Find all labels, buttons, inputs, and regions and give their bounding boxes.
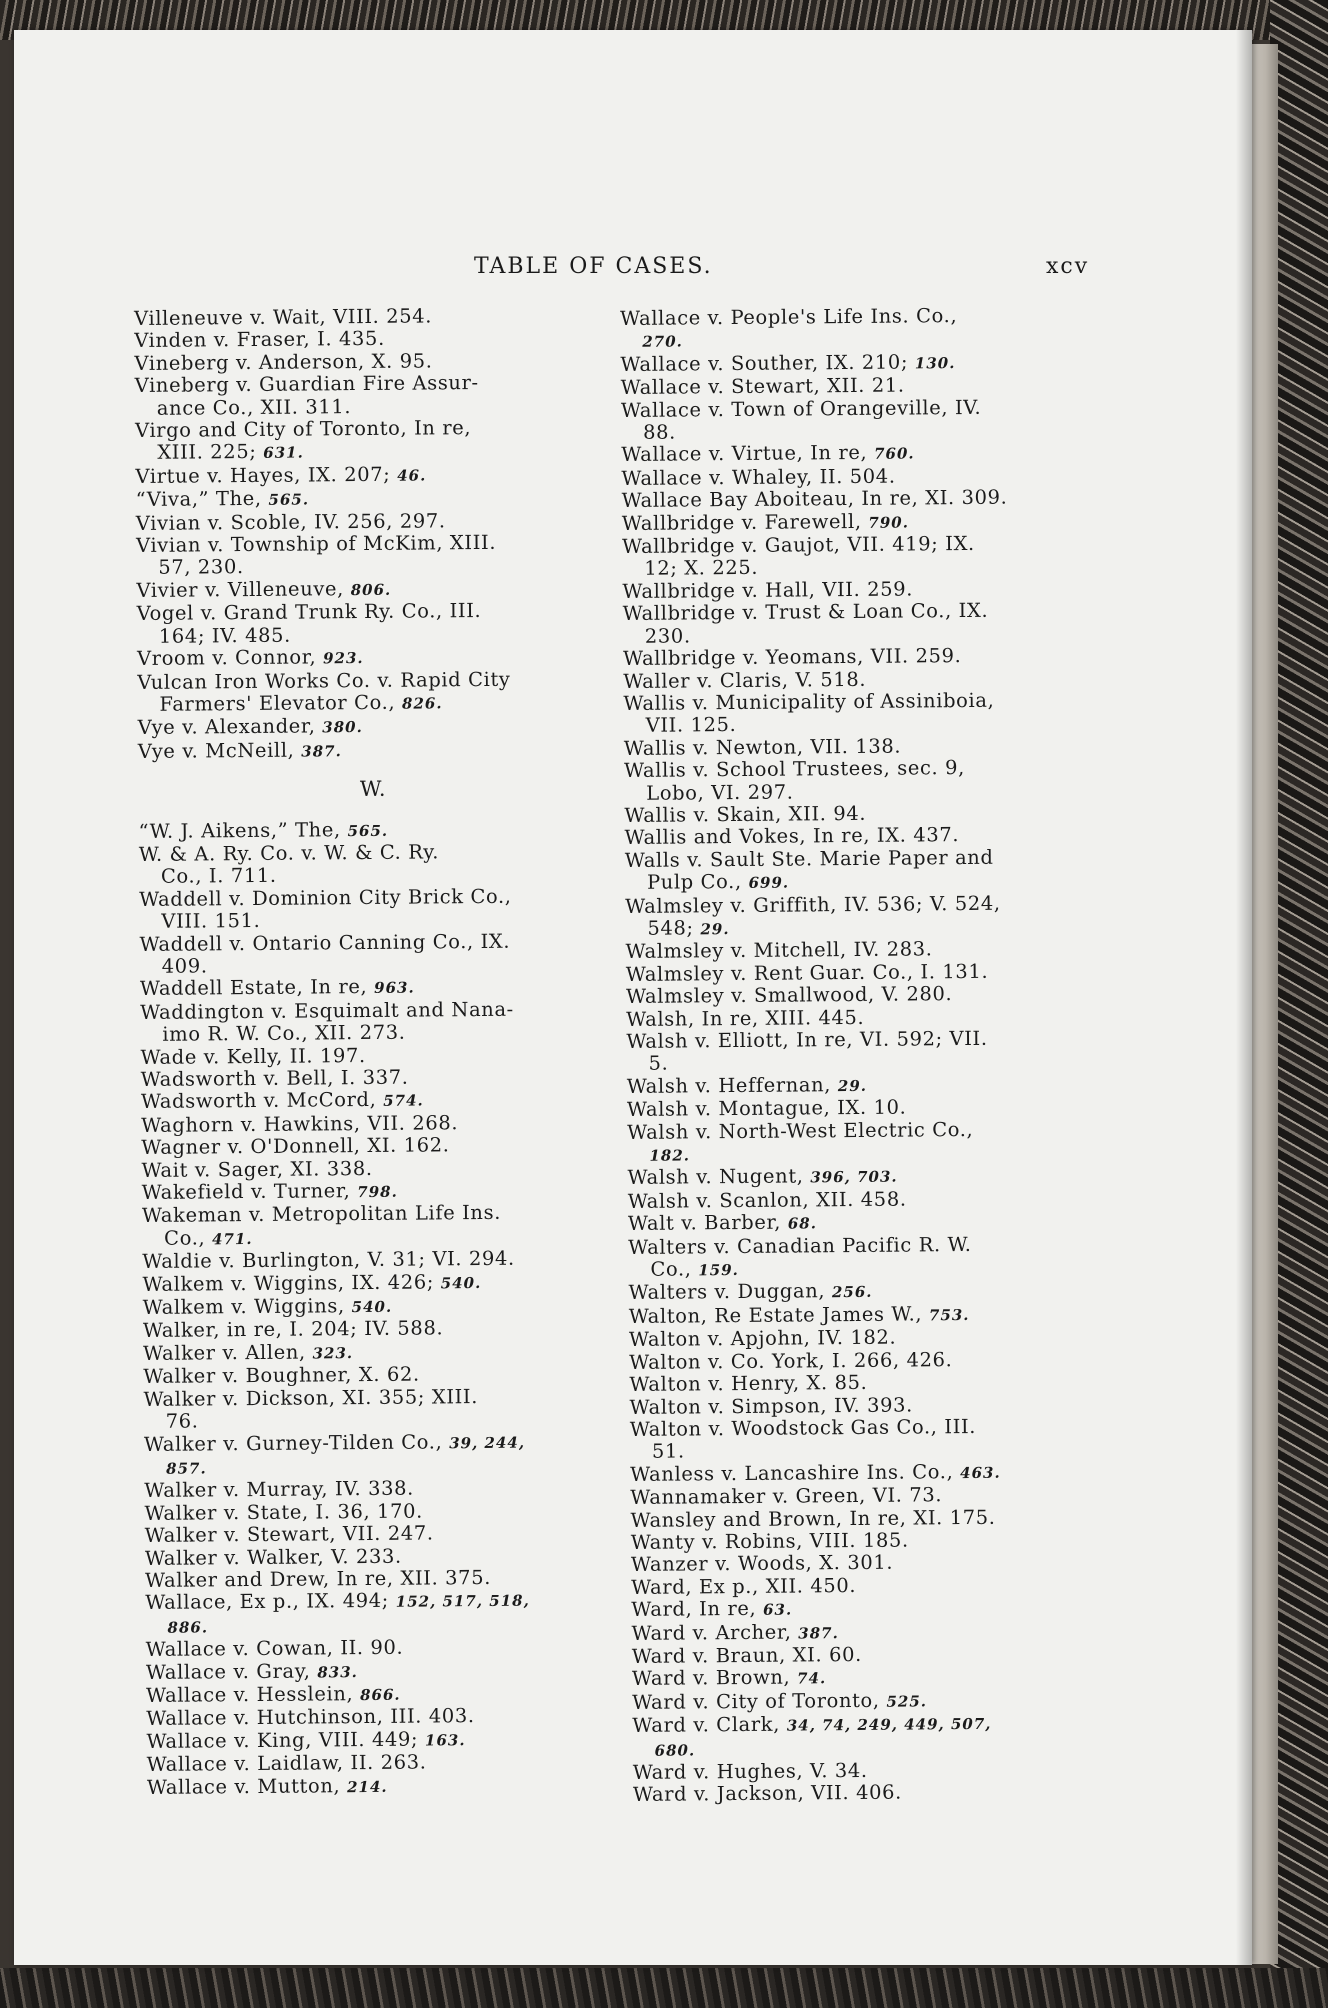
digest-page-reference: 163.	[424, 1730, 466, 1750]
case-citation-text: Walsh v. Montague, IX. 10.	[626, 1095, 907, 1122]
case-entry-line	[138, 737, 608, 765]
case-entry	[625, 846, 1103, 896]
case-citation-text: Wallace v. Laidlaw, II. 263.	[146, 1750, 427, 1777]
case-citation-text: 230.	[644, 624, 691, 648]
case-citation-text: Walmsley v. Smallwood, V. 280.	[625, 982, 953, 1009]
book-cover-board	[1248, 44, 1278, 1964]
case-citation-text: Wallace v. Gray,	[145, 1659, 318, 1684]
case-citation-text: Walton, Re Estate James W.,	[628, 1302, 930, 1328]
case-citation-text: Wanzer v. Woods, X. 301.	[630, 1551, 894, 1577]
case-citation-text: “Viva,” The,	[135, 487, 269, 512]
case-citation-text: Waldie v. Burlington, V. 31; VI. 294.	[142, 1246, 515, 1274]
case-citation-text: Co.,	[164, 1226, 213, 1250]
digest-page-reference: 826.	[401, 694, 443, 713]
case-entry	[135, 371, 605, 420]
case-citation-text: Wallace v. Virtue, In re,	[621, 441, 875, 467]
digest-page-reference: 74.	[797, 1669, 827, 1688]
case-citation-text: Wadsworth v. Bell, I. 337.	[140, 1065, 409, 1091]
digest-page-reference: 29.	[837, 1076, 868, 1095]
digest-page-reference: 699.	[748, 873, 790, 893]
digest-page-reference: 680.	[654, 1740, 696, 1760]
digest-page-reference: 380.	[322, 718, 363, 737]
case-citation-text: Ward, In re,	[631, 1596, 764, 1622]
digest-page-reference: 182.	[649, 1146, 691, 1165]
case-citation-text: Vye v. Alexander,	[137, 714, 323, 740]
case-citation-text: Walton v. Apjohn, IV. 182.	[628, 1325, 897, 1352]
case-citation-text: Waller v. Claris, V. 518.	[623, 667, 867, 693]
case-citation-text: imo R. W. Co., XII. 273.	[162, 1020, 406, 1046]
case-citation-text: Wanless v. Lancashire Ins. Co.,	[630, 1459, 961, 1486]
case-entry	[622, 532, 1100, 581]
case-citation-text: Walmsley v. Mitchell, IV. 283.	[625, 937, 933, 964]
digest-page-reference: 833.	[317, 1662, 358, 1682]
digest-page-reference: 29.	[700, 920, 730, 939]
case-citation-text: Walker v. Allen,	[143, 1340, 313, 1365]
case-citation-text: Waddell v. Ontario Canning Co., IX.	[139, 929, 511, 956]
case-citation-text: Walton v. Simpson, IV. 393.	[629, 1392, 913, 1419]
case-entry	[624, 756, 1102, 805]
case-citation-text: Walsh v. Elliott, In re, VI. 592; VII.	[626, 1026, 988, 1053]
digest-page-reference: 152, 517, 518,	[395, 1591, 530, 1612]
case-citation-text: Walters v. Canadian Pacific R. W.	[628, 1232, 972, 1259]
case-citation-text: Co., I. 711.	[160, 864, 277, 889]
digest-page-reference: 63.	[762, 1600, 793, 1619]
page-gutter-shadow	[1236, 30, 1252, 1965]
case-citation-text: Wannamaker v. Green, VI. 73.	[630, 1483, 943, 1510]
digest-page-reference: 525.	[886, 1692, 928, 1711]
case-entry	[144, 1429, 614, 1480]
case-citation-text: W. & A. Ry. Co. v. W. & C. Ry.	[138, 840, 440, 866]
case-entry	[628, 1232, 1106, 1282]
case-citation-text: 5.	[648, 1052, 669, 1076]
case-citation-text: Walker v. State, I. 36, 170.	[144, 1499, 423, 1525]
case-citation-text: Walton v. Henry, X. 85.	[629, 1370, 868, 1397]
case-entry	[136, 531, 606, 580]
case-citation-text: Pulp Co.,	[646, 870, 749, 894]
case-entry	[140, 998, 610, 1047]
digest-page-reference: 256.	[831, 1283, 873, 1302]
case-citation-text: Lobo, VI. 297.	[646, 780, 794, 805]
case-citation-text: Wallace v. People's Life Ins. Co.,	[619, 304, 958, 330]
case-citation-text: Walton v. Woodstock Gas Co., III.	[629, 1414, 977, 1441]
digest-page-reference: 798.	[357, 1182, 398, 1202]
case-citation-text: Walsh v. Heffernan,	[626, 1072, 838, 1098]
case-citation-text: 88.	[642, 420, 676, 444]
case-entry	[135, 416, 605, 466]
digest-page-reference: 471.	[211, 1229, 253, 1249]
digest-page-reference: 39, 244,	[449, 1433, 526, 1452]
case-entry	[145, 1588, 615, 1639]
case-citation-text: Villeneuve v. Wait, VIII. 254.	[133, 304, 433, 330]
case-entry	[139, 929, 609, 978]
case-citation-text: Wakefield v. Turner,	[141, 1179, 358, 1204]
case-citation-text: Walsh, In re, XIII. 445.	[626, 1005, 865, 1031]
case-citation-text: Walters v. Duggan,	[628, 1279, 833, 1305]
case-citation-text: “W. J. Aikens,” The,	[138, 817, 348, 843]
case-citation-text: Wallace v. Hesslein,	[146, 1682, 361, 1707]
digest-page-reference: 565.	[268, 490, 310, 510]
section-letter-heading: W.	[359, 776, 387, 802]
case-citation-text: Wakeman v. Metropolitan Life Ins.	[141, 1201, 502, 1228]
case-citation-text: Waghorn v. Hawkins, VII. 268.	[141, 1111, 459, 1137]
digest-page-reference: 886.	[167, 1618, 209, 1637]
case-citation-text: Wallace v. Cowan, II. 90.	[145, 1635, 404, 1662]
digest-page-reference: 323.	[312, 1344, 354, 1363]
case-citation-text: Walsh v. Scanlon, XII. 458.	[627, 1187, 907, 1213]
case-citation-text: Vineberg v. Anderson, X. 95.	[134, 349, 433, 375]
case-entry	[621, 395, 1099, 444]
book-page	[14, 30, 1252, 1965]
running-title: TABLE OF CASES.	[474, 254, 713, 279]
case-citation-text: Waddington v. Esquimalt and Nana-	[140, 997, 514, 1024]
case-citation-text: 12; X. 225.	[644, 556, 759, 581]
marbled-edge-bottom	[0, 1968, 1328, 2008]
case-citation-text: Wallace v. King, VIII. 449;	[146, 1727, 426, 1753]
case-citation-text: Co.,	[650, 1257, 699, 1281]
case-citation-text: 76.	[165, 1409, 199, 1433]
digest-page-reference: 214.	[346, 1777, 388, 1796]
case-entry	[633, 1780, 1111, 1807]
digest-page-reference: 270.	[642, 332, 683, 352]
case-citation-text: Wallace v. Town of Orangeville, IV.	[620, 395, 982, 422]
case-entry	[630, 1415, 1108, 1464]
case-citation-text: Wallbridge v. Farewell,	[621, 509, 869, 535]
case-citation-text: Ward v. Braun, XI. 60.	[631, 1642, 862, 1668]
digest-page-reference: 130.	[914, 353, 956, 373]
case-citation-text: Vroom v. Connor,	[136, 645, 324, 671]
case-citation-text: 164; IV. 485.	[158, 623, 291, 648]
case-citation-text: Vogel v. Grand Trunk Ry. Co., III.	[136, 599, 482, 626]
case-citation-text: 57, 230.	[158, 555, 244, 580]
case-entry	[627, 1117, 1105, 1167]
case-citation-text: Ward v. Jackson, VII. 406.	[632, 1781, 902, 1807]
case-citation-text: Vulcan Iron Works Co. v. Rapid City	[137, 667, 511, 694]
case-citation-text: Wadsworth v. McCord,	[140, 1088, 384, 1114]
digest-page-reference: 46.	[397, 466, 427, 485]
digest-page-reference: 387.	[301, 741, 342, 761]
case-citation-text: Walmsley v. Rent Guar. Co., I. 131.	[625, 959, 989, 986]
digest-page-reference: 923.	[322, 649, 364, 668]
case-citation-text: Wallbridge v. Hall, VII. 259.	[622, 577, 914, 603]
case-citation-text: Vye v. McNeill,	[137, 738, 302, 763]
case-entry	[139, 840, 609, 889]
case-citation-text: ance Co., XII. 311.	[156, 394, 352, 420]
index-column-right	[620, 304, 1111, 1807]
digest-page-reference: 396, 703.	[810, 1168, 898, 1187]
case-citation-text: Wansley and Brown, In re, XI. 175.	[630, 1505, 996, 1532]
case-citation-text: 409.	[161, 954, 208, 978]
case-citation-text: Wagner v. O'Donnell, XI. 162.	[141, 1133, 450, 1160]
digest-page-reference: 963.	[374, 978, 415, 998]
case-citation-text: Walker v. Murray, IV. 338.	[144, 1476, 415, 1503]
case-citation-text: Walsh v. North-West Electric Co.,	[627, 1117, 974, 1144]
case-entry	[142, 1201, 612, 1251]
case-citation-text: Wallace v. Hutchinson, III. 403.	[146, 1704, 475, 1731]
case-entry	[632, 1711, 1110, 1762]
case-citation-text: 51.	[651, 1439, 685, 1464]
running-head	[14, 254, 1252, 294]
case-citation-text: Walker v. Dickson, XI. 355; XIII.	[143, 1384, 479, 1411]
case-citation-text: Wallbridge v. Yeomans, VII. 259.	[622, 644, 962, 671]
digest-page-reference: 866.	[360, 1685, 401, 1705]
case-citation-text: Wallace v. Stewart, XII. 21.	[620, 373, 905, 400]
case-citation-text: Walker v. Boughner, X. 62.	[143, 1362, 420, 1389]
case-citation-text: Vivian v. Scoble, IV. 256, 297.	[135, 508, 446, 535]
digest-page-reference: 753.	[928, 1305, 970, 1325]
case-citation-text: Ward, Ex p., XII. 450.	[631, 1573, 857, 1599]
digest-page-reference: 857.	[166, 1459, 207, 1478]
digest-page-reference: 68.	[787, 1214, 818, 1233]
case-citation-text: Walt v. Barber,	[627, 1210, 788, 1236]
case-citation-text: Ward v. Archer,	[631, 1620, 799, 1645]
case-citation-text: Wallace v. Whaley, II. 504.	[621, 464, 896, 490]
case-citation-text: Walton v. Co. York, I. 266, 426.	[629, 1347, 953, 1374]
digest-page-reference: 34, 74, 249, 449, 507,	[786, 1715, 992, 1735]
case-citation-text: Walker v. Stewart, VII. 247.	[144, 1521, 434, 1548]
case-entry	[137, 599, 607, 648]
case-citation-text: Walker v. Walker, V. 233.	[144, 1544, 402, 1570]
case-citation-text: Walsh v. Nugent,	[627, 1164, 811, 1190]
case-entry-line	[633, 1780, 1111, 1807]
case-citation-text: Wallbridge v. Trust & Loan Co., IX.	[622, 599, 989, 626]
case-citation-text: Walkem v. Wiggins,	[142, 1294, 352, 1320]
case-entry	[143, 1385, 613, 1434]
digest-page-reference: 574.	[383, 1091, 424, 1111]
digest-page-reference: 159.	[698, 1261, 739, 1280]
case-citation-text: XIII. 225;	[157, 440, 264, 465]
case-citation-text: Virtue v. Hayes, IX. 207;	[135, 462, 398, 488]
case-citation-text: Virgo and City of Toronto, In re,	[134, 416, 472, 443]
case-entry	[147, 1772, 617, 1800]
digest-page-reference: 463.	[960, 1463, 1001, 1482]
case-citation-text: Wade v. Kelly, II. 197.	[140, 1043, 366, 1069]
case-citation-text: Wallace Bay Aboiteau, In re, XI. 309.	[621, 485, 1008, 513]
case-citation-text: Waddell v. Dominion City Brick Co.,	[139, 884, 512, 911]
case-citation-text: Walker v. Gurney-Tilden Co.,	[143, 1429, 450, 1456]
case-citation-text: Wallace v. Souther, IX. 210;	[620, 350, 915, 376]
case-citation-text: Walkem v. Wiggins, IX. 426;	[142, 1270, 441, 1296]
digest-page-reference: 790.	[868, 513, 910, 532]
page-number: xcv	[1046, 254, 1090, 279]
digest-page-reference: 387.	[798, 1623, 839, 1643]
digest-page-reference: 540.	[440, 1273, 482, 1293]
case-citation-text: Ward v. Clark,	[632, 1712, 787, 1738]
case-citation-text: Wallace, Ex p., IX. 494;	[145, 1589, 396, 1615]
digest-page-reference: 565.	[347, 821, 389, 840]
case-citation-text: Farmers' Elevator Co.,	[159, 690, 403, 716]
marbled-edge-right	[1270, 0, 1328, 2008]
case-citation-text: Walmsley v. Griffith, IV. 536; V. 524,	[625, 891, 1001, 918]
case-entry	[137, 667, 607, 717]
case-citation-text: Wallis v. Municipality of Assiniboia,	[623, 688, 995, 715]
case-citation-text: Ward v. Brown,	[631, 1665, 798, 1691]
case-citation-text: Vinden v. Fraser, I. 435.	[134, 327, 385, 353]
case-citation-text: Wallace v. Mutton,	[146, 1773, 348, 1799]
case-citation-text: Walls v. Sault Ste. Marie Paper and	[624, 845, 994, 872]
digest-page-reference: 806.	[350, 580, 392, 599]
case-entry	[625, 891, 1103, 941]
index-column-left	[134, 304, 617, 1800]
case-citation-text: Wallis v. Newton, VII. 138.	[623, 734, 902, 760]
case-entry	[138, 737, 608, 765]
case-citation-text: Wanty v. Robins, VIII. 185.	[630, 1528, 909, 1554]
case-entry	[139, 885, 609, 934]
case-citation-text: Ward v. Hughes, V. 34.	[632, 1758, 868, 1784]
case-citation-text: Ward v. City of Toronto,	[632, 1688, 887, 1714]
case-entry	[620, 304, 1098, 354]
digest-page-reference: 631.	[263, 443, 304, 463]
case-entry	[623, 689, 1101, 738]
case-citation-text: Vineberg v. Guardian Fire Assur-	[134, 371, 479, 398]
case-citation-text: Wallis v. School Trustees, sec. 9,	[623, 756, 965, 783]
case-citation-text: Vivier v. Villeneuve,	[136, 576, 351, 602]
case-citation-text: VII. 125.	[645, 713, 737, 738]
case-entry-line	[147, 1772, 617, 1800]
case-citation-text: Walker and Drew, In re, XII. 375.	[145, 1565, 492, 1592]
case-citation-text: VIII. 151.	[161, 909, 261, 933]
digest-page-reference: 760.	[873, 444, 915, 464]
case-entry	[626, 1027, 1104, 1076]
case-citation-text: Waddell Estate, In re,	[139, 975, 375, 1001]
case-citation-text: Vivian v. Township of McKim, XIII.	[135, 530, 497, 558]
case-entry	[623, 599, 1101, 648]
case-citation-text: 548;	[647, 916, 701, 940]
case-citation-text: Wallis v. Skain, XII. 94.	[624, 801, 867, 827]
case-citation-text: Walker, in re, I. 204; IV. 588.	[142, 1316, 444, 1343]
case-citation-text: Wait v. Sager, XI. 338.	[141, 1156, 373, 1182]
case-citation-text: Wallbridge v. Gaujot, VII. 419; IX.	[621, 531, 975, 559]
digest-page-reference: 540.	[351, 1297, 393, 1317]
case-citation-text: Wallis and Vokes, In re, IX. 437.	[624, 823, 960, 850]
